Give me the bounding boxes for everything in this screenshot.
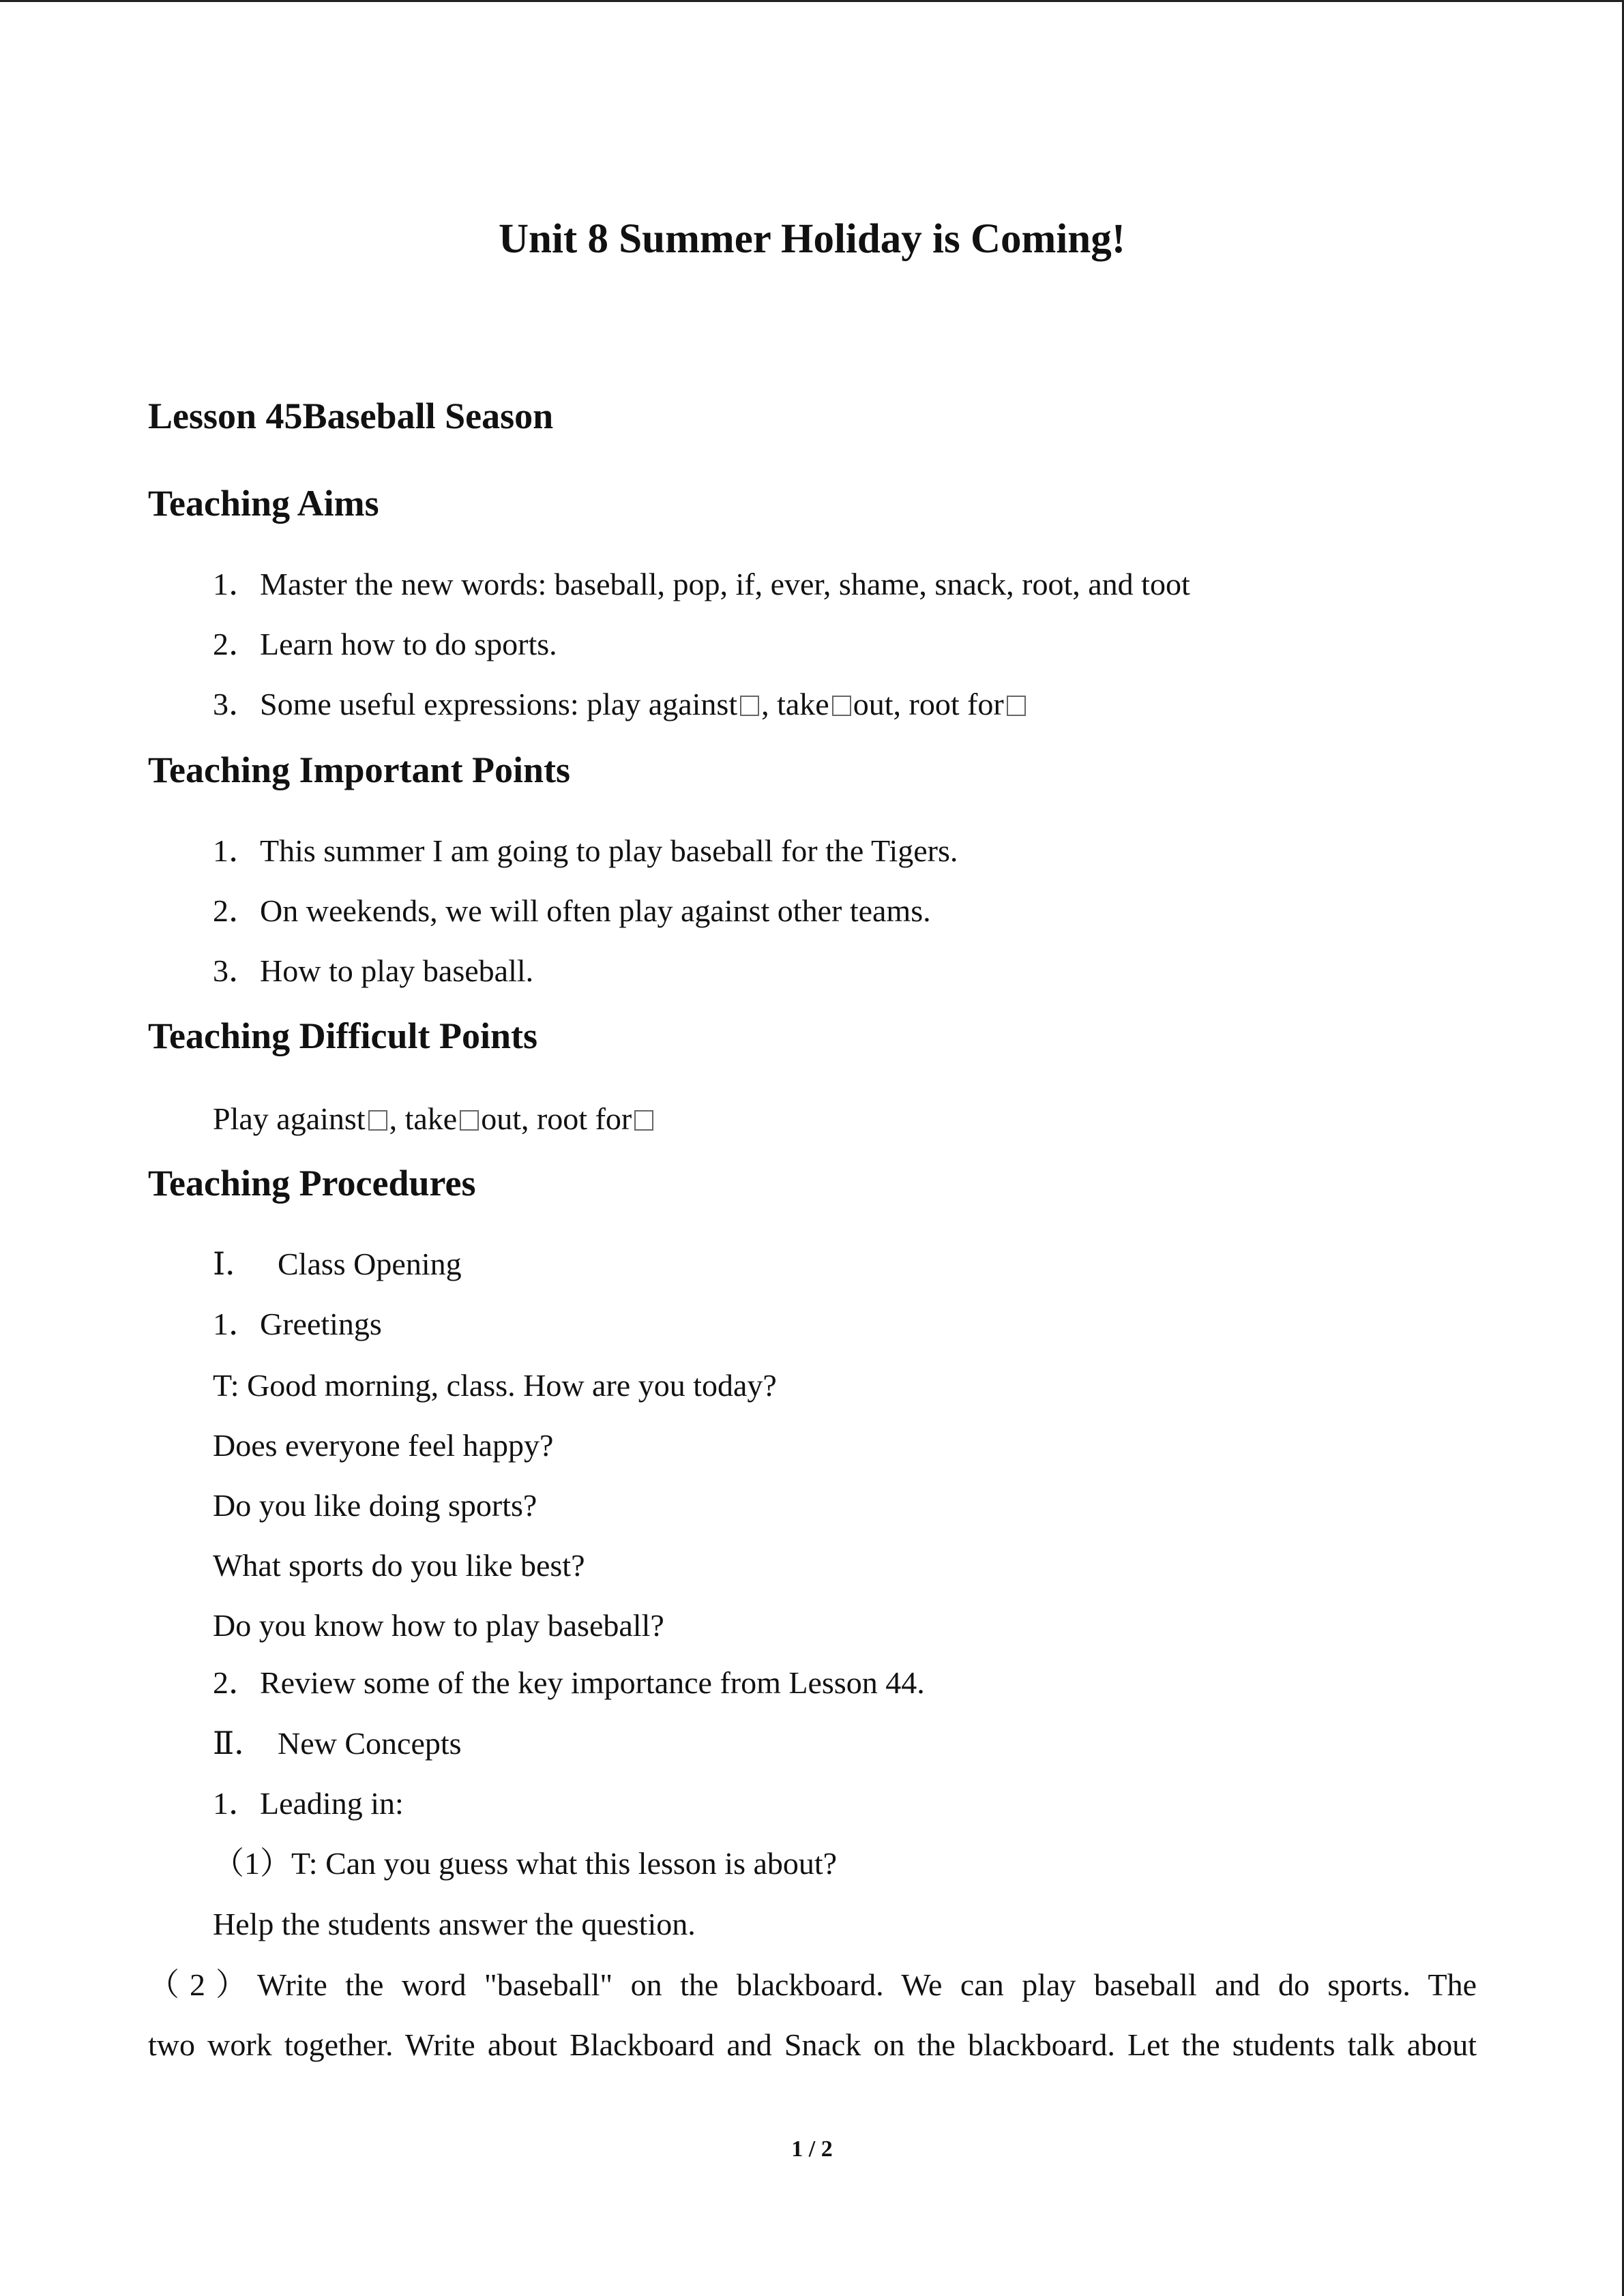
section-text: Class Opening	[278, 1247, 462, 1281]
dialogue-line: T: Good morning, class. How are you today?	[213, 1368, 777, 1403]
aims-item	[213, 623, 557, 666]
list-item	[213, 1783, 404, 1825]
aims-heading: Teaching Aims	[148, 483, 379, 524]
list-item	[213, 1662, 925, 1704]
list-number: 1．	[213, 1786, 260, 1821]
blank-box-icon	[460, 1110, 479, 1131]
difficult-heading: Teaching Difficult Points	[148, 1015, 538, 1056]
lesson-heading: Lesson 45Baseball Season	[148, 396, 554, 436]
blank-box-icon	[740, 696, 759, 716]
paragraph-line: （2）Write the word "baseball" on the blackboard. We can play baseball and do sports. The	[148, 1967, 1477, 2002]
important-item	[213, 950, 533, 992]
section-title	[213, 1243, 462, 1285]
list-text: How to play baseball.	[260, 953, 534, 988]
list-text: Greetings	[260, 1307, 382, 1341]
section-number: Ⅰ．	[213, 1247, 257, 1281]
help-line: Help the students answer the question.	[213, 1907, 696, 1941]
list-number: 2．	[213, 1665, 260, 1700]
important-item	[213, 830, 958, 872]
text-part: , take	[389, 1101, 458, 1136]
aims-item	[213, 683, 1028, 726]
aims-item	[213, 563, 1190, 606]
list-text: out, root for	[853, 687, 1004, 721]
list-text: Leading in:	[260, 1786, 404, 1821]
list-number: 2．	[213, 627, 260, 661]
step-line: （1）T: Can you guess what this lesson is about?	[213, 1846, 838, 1881]
section-text: New Concepts	[278, 1726, 462, 1761]
document-title: Unit 8 Summer Holiday is Coming!	[498, 216, 1126, 262]
important-heading: Teaching Important Points	[148, 749, 571, 790]
list-number: 1．	[213, 833, 260, 868]
text-part: Play against	[213, 1101, 366, 1136]
list-text: Review some of the key importance from Lesson 44.	[260, 1665, 925, 1700]
blank-box-icon	[1007, 696, 1026, 716]
dialogue-line: Do you know how to play baseball?	[213, 1608, 664, 1643]
blank-box-icon	[634, 1110, 653, 1131]
list-number: 1．	[213, 1307, 260, 1341]
blank-box-icon	[368, 1110, 387, 1131]
page-number: 1 / 2	[791, 2136, 833, 2162]
list-text: On weekends, we will often play against other teams.	[260, 893, 931, 928]
dialogue-line: Do you like doing sports?	[213, 1488, 537, 1523]
dialogue-line: What sports do you like best?	[213, 1548, 585, 1583]
list-item	[213, 1303, 382, 1345]
list-number: 2．	[213, 893, 260, 928]
dialogue-line: Does everyone feel happy?	[213, 1428, 554, 1463]
list-text: Learn how to do sports.	[260, 627, 557, 661]
important-item	[213, 890, 931, 932]
list-number: 3．	[213, 953, 260, 988]
list-text: This summer I am going to play baseball for the Tigers.	[260, 833, 958, 868]
list-text: , take	[761, 687, 829, 721]
list-number: 1．	[213, 567, 260, 601]
paragraph-line: two work together. Write about Blackboard and Snack on the blackboard. Let the students talk about	[148, 2027, 1477, 2062]
procedures-heading: Teaching Procedures	[148, 1163, 476, 1204]
difficult-text	[213, 1098, 655, 1140]
list-text: Some useful expressions: play against	[260, 687, 738, 721]
text-part: out, root for	[481, 1101, 632, 1136]
list-text: Master the new words: baseball, pop, if, ever, shame, snack, root, and toot	[260, 567, 1190, 601]
section-number: Ⅱ．	[213, 1726, 266, 1761]
list-number: 3．	[213, 687, 260, 721]
section-title	[213, 1723, 462, 1765]
blank-box-icon	[832, 696, 851, 716]
